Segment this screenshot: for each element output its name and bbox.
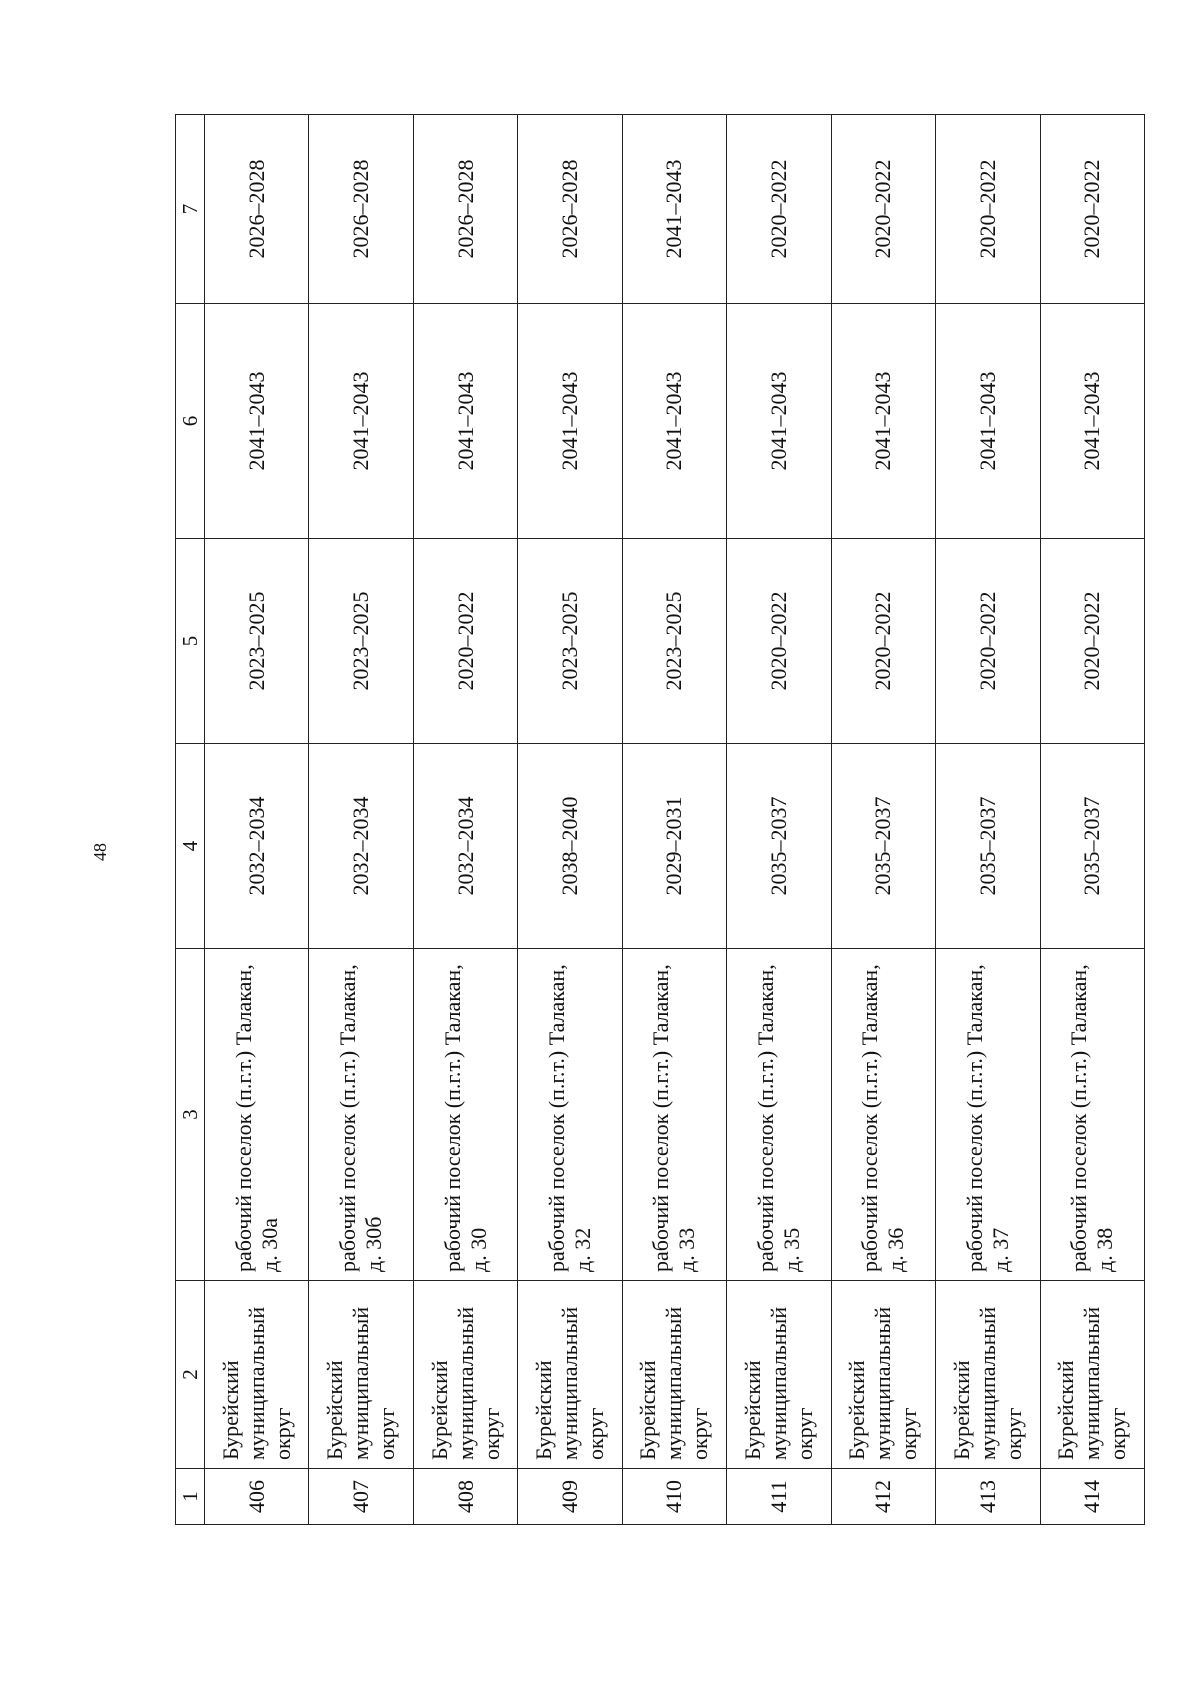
period-col5-cell: 2020–2022 (831, 539, 935, 744)
period-col7-cell: 2026–2028 (309, 115, 413, 304)
table-row (413, 115, 517, 1525)
period-col7-cell: 2026–2028 (518, 115, 622, 304)
row-number: 406 (205, 1469, 309, 1525)
period-col7-cell: 2020–2022 (936, 115, 1040, 304)
period-col5-cell: 2023–2025 (518, 539, 622, 744)
address-cell: рабочий поселок (п.г.т.) Талакан, д. 33 (622, 949, 726, 1281)
address-cell: рабочий поселок (п.г.т.) Талакан, д. 38 (1040, 949, 1145, 1281)
column-header-2: 2 (176, 1281, 205, 1469)
row-number: 409 (518, 1469, 622, 1525)
district-cell: Бурейский муниципальный округ (309, 1281, 413, 1469)
period-col7-cell: 2041–2043 (622, 115, 726, 304)
district-cell: Бурейский муниципальный округ (831, 1281, 935, 1469)
period-col7-cell: 2020–2022 (727, 115, 831, 304)
table-row (1040, 115, 1145, 1525)
period-col6-cell: 2041–2043 (1040, 304, 1145, 539)
page-number: 48 (90, 843, 110, 861)
period-col4-cell: 2032–2034 (205, 744, 309, 949)
table-row (727, 115, 831, 1525)
district-cell: Бурейский муниципальный округ (205, 1281, 309, 1469)
address-cell: рабочий поселок (п.г.т.) Талакан, д. 36 (831, 949, 935, 1281)
column-header-5: 5 (176, 539, 205, 744)
period-col5-cell: 2023–2025 (205, 539, 309, 744)
district-cell: Бурейский муниципальный округ (622, 1281, 726, 1469)
address-cell: рабочий поселок (п.г.т.) Талакан, д. 32 (518, 949, 622, 1281)
column-header-6: 6 (176, 304, 205, 539)
table-row (205, 115, 309, 1525)
table-row (518, 115, 622, 1525)
period-col5-cell: 2020–2022 (936, 539, 1040, 744)
period-col6-cell: 2041–2043 (831, 304, 935, 539)
period-col4-cell: 2035–2037 (727, 744, 831, 949)
header-row (176, 115, 205, 1525)
period-col6-cell: 2041–2043 (622, 304, 726, 539)
address-cell: рабочий поселок (п.г.т.) Талакан, д. 37 (936, 949, 1040, 1281)
table-row (936, 115, 1040, 1525)
row-number: 411 (727, 1469, 831, 1525)
period-col4-cell: 2035–2037 (936, 744, 1040, 949)
period-col5-cell: 2020–2022 (1040, 539, 1145, 744)
period-col5-cell: 2020–2022 (413, 539, 517, 744)
rotated-table-container (175, 115, 1145, 1525)
address-cell: рабочий поселок (п.г.т.) Талакан, д. 30б (309, 949, 413, 1281)
column-header-1: 1 (176, 1469, 205, 1525)
table-row (309, 115, 413, 1525)
row-number: 410 (622, 1469, 726, 1525)
district-cell: Бурейский муниципальный округ (936, 1281, 1040, 1469)
district-cell: Бурейский муниципальный округ (1040, 1281, 1145, 1469)
period-col5-cell: 2023–2025 (309, 539, 413, 744)
address-cell: рабочий поселок (п.г.т.) Талакан, д. 30 (413, 949, 517, 1281)
period-col6-cell: 2041–2043 (727, 304, 831, 539)
district-cell: Бурейский муниципальный округ (727, 1281, 831, 1469)
table-body (205, 115, 1145, 1525)
period-col6-cell: 2041–2043 (936, 304, 1040, 539)
period-col4-cell: 2029–2031 (622, 744, 726, 949)
period-col7-cell: 2020–2022 (1040, 115, 1145, 304)
schedule-table (175, 114, 1145, 1525)
period-col7-cell: 2020–2022 (831, 115, 935, 304)
period-col4-cell: 2032–2034 (309, 744, 413, 949)
period-col4-cell: 2035–2037 (831, 744, 935, 949)
period-col7-cell: 2026–2028 (205, 115, 309, 304)
column-header-7: 7 (176, 115, 205, 304)
period-col6-cell: 2041–2043 (309, 304, 413, 539)
row-number: 414 (1040, 1469, 1145, 1525)
column-header-4: 4 (176, 744, 205, 949)
district-cell: Бурейский муниципальный округ (413, 1281, 517, 1469)
address-cell: рабочий поселок (п.г.т.) Талакан, д. 35 (727, 949, 831, 1281)
period-col4-cell: 2038–2040 (518, 744, 622, 949)
table-row (831, 115, 935, 1525)
address-cell: рабочий поселок (п.г.т.) Талакан, д. 30а (205, 949, 309, 1281)
table-row (622, 115, 726, 1525)
period-col5-cell: 2020–2022 (727, 539, 831, 744)
row-number: 413 (936, 1469, 1040, 1525)
district-cell: Бурейский муниципальный округ (518, 1281, 622, 1469)
period-col4-cell: 2032–2034 (413, 744, 517, 949)
period-col6-cell: 2041–2043 (413, 304, 517, 539)
period-col4-cell: 2035–2037 (1040, 744, 1145, 949)
column-header-3: 3 (176, 949, 205, 1281)
period-col6-cell: 2041–2043 (205, 304, 309, 539)
row-number: 408 (413, 1469, 517, 1525)
row-number: 412 (831, 1469, 935, 1525)
row-number: 407 (309, 1469, 413, 1525)
period-col5-cell: 2023–2025 (622, 539, 726, 744)
period-col7-cell: 2026–2028 (413, 115, 517, 304)
period-col6-cell: 2041–2043 (518, 304, 622, 539)
